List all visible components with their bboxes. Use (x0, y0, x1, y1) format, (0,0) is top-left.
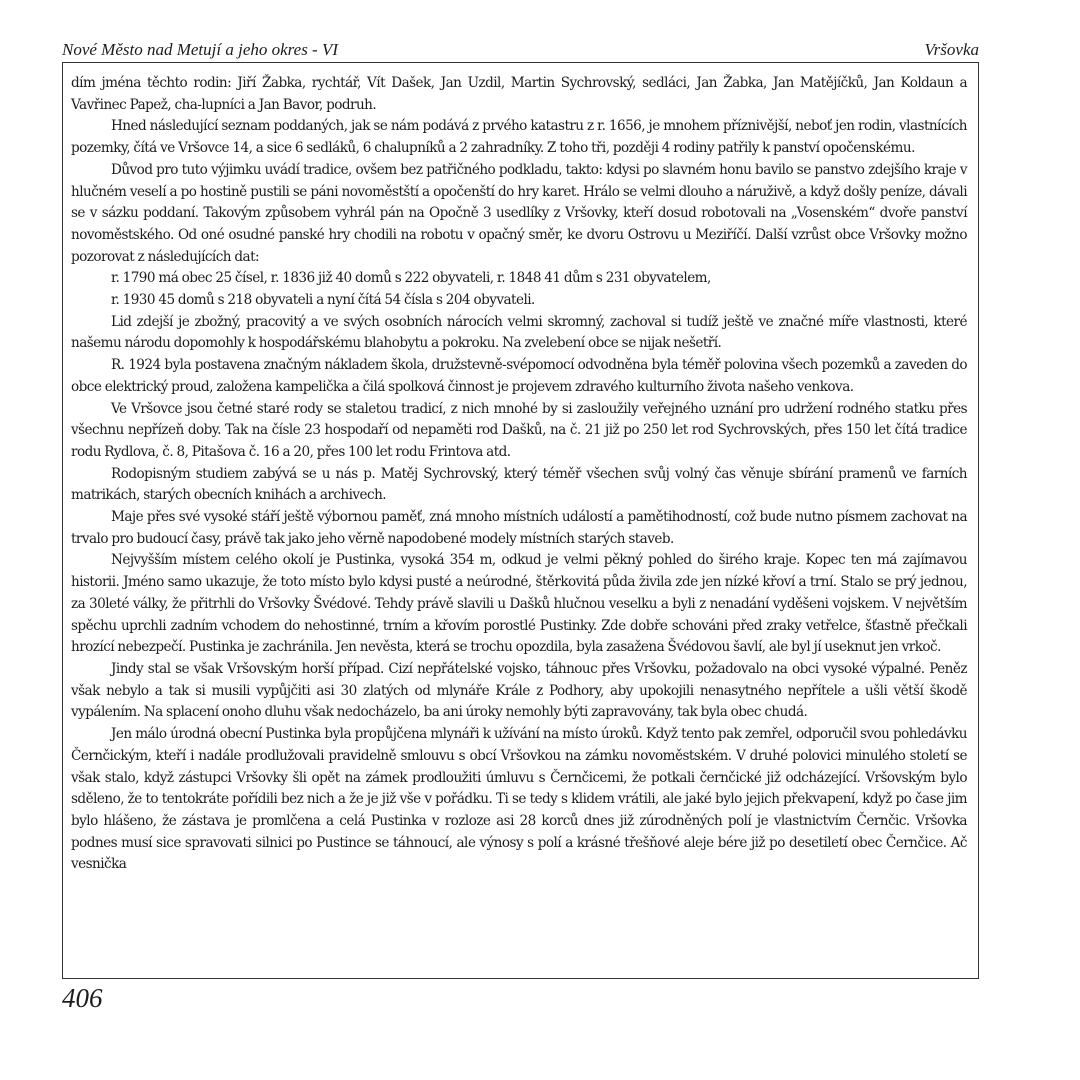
paragraph: Nejvyšším místem celého okolí je Pustinka, vysoká 354 m, odkud je velmi pěkný pohled do širého kraje. Kopec ten má zajímavou historii. Jméno samo ukazuje, že toto místo bylo kdysi pusté a neúrodné, štěrkovitá půda živila zde jen nízké křoví a trní. Stalo se prý jednou, za 30leté války, že přitrhli do Vršovky Švédové. Tehdy právě slavili u Dašků hlučnou veselku a byli z nenadání vyděšeni vojskem. V největším spěchu uprchli zadním vchodem do nehostinné, trním a křovím porostlé Pustinky. Zde dobře schováni před zraky vetřelce, šťastně přečkali hrozící nebezpečí. Pustinka je zachránila. Jen nevěsta, která se trochu opozdila, byla zasažena Švédovou šavlí, ale byl jí useknut jen vrkoč. (71, 552, 967, 656)
paragraph: Jen málo úrodná obecní Pustinka byla propůjčena mlynáři k užívání na místo úroků. Když tento pak zemřel, odporučil svou pohledávku Černčickým, kteří i nadále prodlužovali pravidelně smlouvu s obcí Vršovkou na zámku novoměstském. V druhé polovici minulého století se však stalo, když zástupci Vršovky šli opět na zámek prodloužiti úmluvu s Černčicemi, že potkali černčické již odcházející. Vršovským bylo sděleno, že to tentokráte pořídili bez nich a že je již vše v pořádku. Ti se tedy s klidem vrátili, ale jaké bylo jejich překvapení, když po čase jim bylo hlášeno, že zástava je promlčena a celá Pustinka v rozloze asi 28 korců dnes již zúrodněných polí je vlastnictvím Černčic. Vršovka podnes musí sice spravovati silnici po Pustince se táhnoucí, ale výnosy s polí a krásné třešňové aleje bére již po desetiletí obec Černčice. Ač vesnička (71, 726, 967, 873)
population-data-line: r. 1790 má obec 25 čísel, r. 1836 již 40 domů s 222 obyvateli, r. 1848 41 dům s 231 obyvatelem, (111, 270, 711, 287)
paragraph: Důvod pro tuto výjimku uvádí tradice, ovšem bez patřičného podkladu, takto: kdysi po slavném honu bavilo se panstvo zdejšího kraje v hlučném veselí a po hostině pustili se páni novoměstští a opočenští do hry karet. Hrálo se velmi dlouho a náruživě, a když došly peníze, dávali se v sázku poddaní. Takovým způsobem vyhrál pán na Opočně 3 usedlíky z Vršovky, kteří dosud robotovali na „Vosenském“ dvoře panství novoměstského. Od oné osudné panské hry chodili na robotu v opačný směr, ke dvoru Ostrovu u Meziříčí. Další vzrůst obce Vršovky možno pozorovat z následujících dat: (71, 161, 967, 265)
paragraph-continuation: dím jména těchto rodin: Jiří Žabka, rychtář, Vít Dašek, Jan Uzdil, Martin Sychrovský, sedláci, Jan Žabka, Jan Matějíčků, Jan Koldaun a Vavřinec Papež, cha-lupníci a Jan Bavor, podruh. (71, 75, 967, 113)
paragraph: Maje přes své vysoké stáří ještě výbornou paměť, zná mnoho místních událostí a pamětihodností, což bude nutno písmem zachovat na trvalo pro budoucí časy, právě tak jako jeho věrně napodobené modely místních starých staveb. (71, 509, 967, 547)
paragraph: Ve Vršovce jsou četné staré rody se staletou tradicí, z nich mnohé by si zasloužily veřejného uznání pro udržení rodného statku přes všechnu nepřízeň doby. Tak na čísle 23 hospodaří od nepaměti rod Dašků, na č. 21 již po 250 let rod Sychrovských, přes 150 let čítá tradice rodu Rydlova, č. 8, Pitašova č. 16 a 20, přes 100 let rodu Frintova atd. (71, 400, 967, 460)
running-header-section: Vršovka (924, 40, 979, 59)
paragraph: Hned následující seznam poddaných, jak se nám podává z prvého katastru z r. 1656, je mnohem příznivější, neboť jen rodin, vlastnících pozemky, čítá ve Vršovce 14, a sice 6 sedláků, 6 chalupníků a 2 zahradníky. Z toho tři, později 4 rodiny patřily k panství opočenskému. (71, 118, 967, 157)
paragraph: Rodopisným studiem zabývá se u nás p. Matěj Sychrovský, který téměř všechen svůj volný čas věnuje sbírání pramenů ve farních matrikách, starých obecních knihách a archivech. (71, 465, 967, 504)
text-frame (62, 62, 979, 979)
page-number: 406 (62, 983, 103, 1013)
running-header (62, 40, 979, 60)
population-data-line: r. 1930 45 domů s 218 obyvateli a nyní čítá 54 čísla s 204 obyvateli. (111, 292, 535, 309)
paragraph: Lid zdejší je zbožný, pracovitý a ve svých osobních nárocích velmi skromný, zachoval si tudíž ještě ve značné míře vlastnosti, které našemu národu dopomohly k hospodářskému blahobytu a pokroku. Na zvelebení obce se nijak nešetří. (71, 313, 967, 352)
paragraph: Jindy stal se však Vršovským horší případ. Cizí nepřátelské vojsko, táhnouc přes Vršovku, požadovalo na obci vysoké výpalné. Peněz však nebylo a tak si musili vypůjčiti asi 30 zlatých od mlynáře Krále z Podhory, aby upokojili nenasytného nepřítele a ušli větší škodě vypálením. Na splacení onoho dluhu však nedocházelo, ba ani úroky nemohly býti zapravovány, tak byla obec chudá. (71, 660, 967, 721)
body-text (71, 73, 967, 876)
running-header-title: Nové Město nad Metují a jeho okres - VI (62, 40, 339, 59)
paragraph: R. 1924 byla postavena značným nákladem škola, družstevně-svépomocí odvodněna byla téměř polovina všech pozemků a zaveden do obce elektrický proud, založena kampelička a čilá spolková činnost je projevem zdravého kulturního života našeho venkova. (71, 357, 967, 395)
